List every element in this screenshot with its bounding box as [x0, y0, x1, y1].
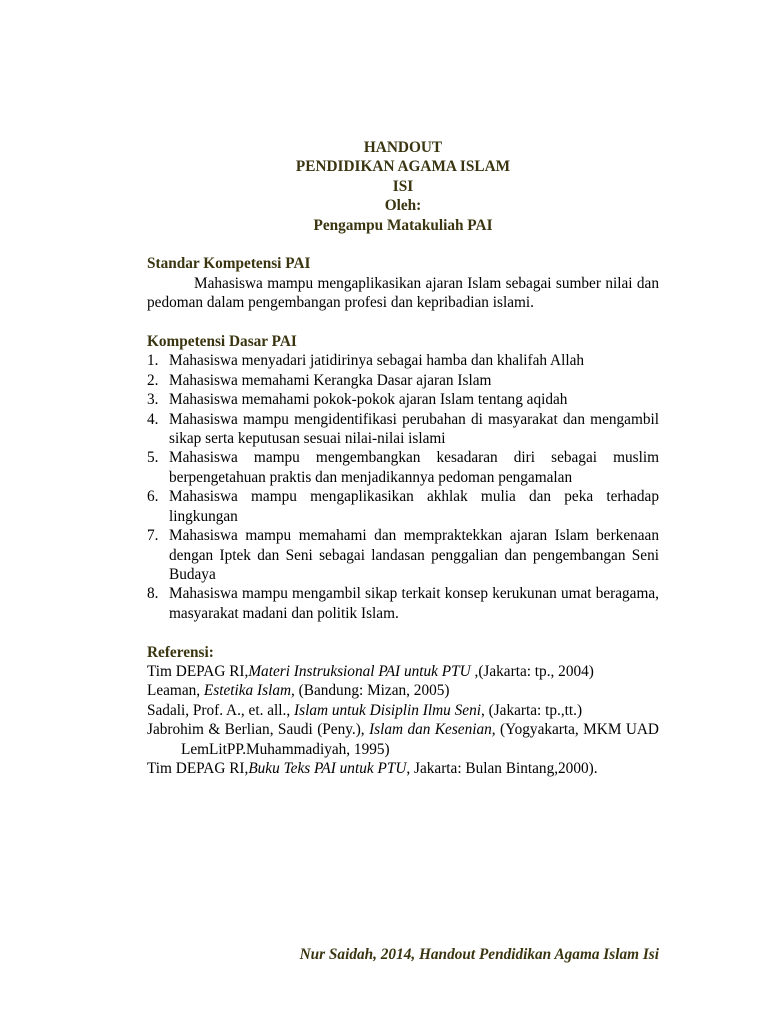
reference-publisher: , Jakarta: Bulan Bintang,2000).	[406, 759, 598, 777]
list-item-text: Mahasiswa menyadari jatidirinya sebagai hamba dan khalifah Allah	[169, 352, 585, 370]
reference-publisher: (Yogyakarta, MKM UAD LemLitPP.Muhammadiyah, 1995)	[181, 721, 659, 758]
reference-author: Jabrohim & Berlian, Saudi (Peny.),	[147, 721, 370, 739]
list-item	[147, 448, 659, 487]
list-item-number: 8.	[147, 585, 159, 603]
reference-title: Islam dan Kesenian,	[369, 721, 496, 739]
title-line-1: HANDOUT	[363, 139, 443, 156]
title-block	[147, 138, 659, 235]
list-item	[147, 371, 659, 390]
list-item-number: 4.	[147, 410, 159, 428]
list-item-text: Mahasiswa mampu mengembangkan kesadaran diri sebagai muslim berpengetahuan praktis dan menjadikannya pedoman pengamalan	[169, 449, 659, 486]
list-item-number: 1.	[147, 352, 159, 370]
list-item	[147, 410, 659, 449]
reference-title: Buku Teks PAI untuk PTU	[248, 759, 407, 777]
page-footer: Nur Saidah, 2014, Handout Pendidikan Agama Islam Isi	[299, 946, 659, 963]
title-line-5: Pengampu Matakuliah PAI	[313, 216, 493, 234]
reference-author: Tim DEPAG RI,	[147, 759, 249, 777]
reference-publisher: ,(Jakarta: tp., 2004)	[470, 662, 594, 680]
kompetensi-heading: Kompetensi Dasar PAI	[147, 333, 297, 351]
list-item-text: Mahasiswa mampu mengambil sikap terkait konsep kerukunan umat beragama, masyarakat madani dan politik Islam.	[169, 585, 659, 622]
list-item-text: Mahasiswa mampu mengaplikasikan akhlak mulia dan peka terhadap lingkungan	[169, 488, 659, 525]
document-page	[147, 138, 659, 778]
reference-author: Tim DEPAG RI,	[147, 662, 249, 680]
list-item-number: 2.	[147, 371, 159, 389]
referensi-heading: Referensi:	[147, 643, 214, 661]
list-item	[147, 390, 659, 409]
list-item-text: Mahasiswa mampu memahami dan mempraktekkan ajaran Islam berkenaan dengan Iptek dan Seni sebagai landasan penggalian dan pengembangan Seni Budaya	[169, 527, 659, 583]
list-item	[147, 351, 659, 370]
list-item	[147, 487, 659, 526]
list-item-text: Mahasiswa mampu mengidentifikasi perubahan di masyarakat dan mengambil sikap serta keputusan sesuai nilai-nilai islami	[169, 410, 659, 448]
list-item-number: 3.	[147, 391, 159, 409]
reference-title: Islam untuk Disiplin Ilmu Seni	[294, 701, 481, 719]
standar-heading: Standar Kompetensi PAI	[147, 255, 311, 273]
list-item	[147, 526, 659, 584]
standar-text: Mahasiswa mampu mengaplikasikan ajaran Islam sebagai sumber nilai dan pedoman dalam pengembangan profesi dan kepribadian islami.	[147, 274, 659, 312]
reference-publisher: (Bandung: Mizan, 2005)	[294, 682, 450, 700]
title-line-2: PENDIDIKAN AGAMA ISLAM	[295, 158, 511, 176]
title-line-3: ISI	[392, 177, 414, 195]
reference-publisher: , (Jakarta: tp.,tt.)	[480, 701, 583, 719]
list-item-number: 6.	[147, 488, 159, 506]
list-item-number: 5.	[147, 449, 159, 467]
list-item	[147, 584, 659, 623]
title-line-4: Oleh:	[384, 197, 422, 215]
list-item-text: Mahasiswa memahami pokok-pokok ajaran Islam tentang aqidah	[169, 391, 568, 409]
reference-item	[147, 720, 659, 759]
list-item-number: 7.	[147, 527, 159, 545]
reference-item	[147, 759, 659, 778]
reference-author: Leaman,	[147, 682, 204, 700]
reference-title: Estetika Islam,	[203, 682, 295, 700]
list-item-text: Mahasiswa memahami Kerangka Dasar ajaran Islam	[169, 371, 492, 389]
reference-title: Materi Instruksional PAI untuk PTU	[248, 662, 471, 680]
reference-item	[147, 701, 659, 720]
reference-author: Sadali, Prof. A., et. all.,	[147, 701, 295, 719]
reference-item	[147, 681, 659, 700]
kompetensi-list	[147, 351, 659, 623]
reference-item	[147, 662, 659, 681]
